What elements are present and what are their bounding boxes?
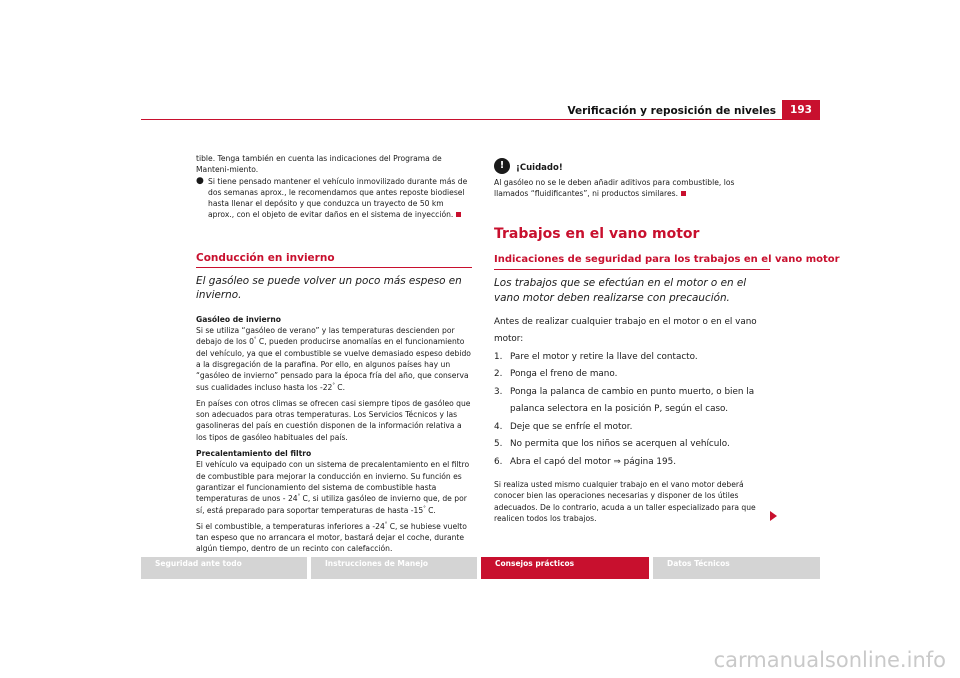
paragraph-filter-preheating: El vehículo va equipado con un sistema de precalentamiento en el filtro de combustible para mejorar la conducción en invierno. Su función es garantizar el funcionamiento del sistema de combustible hasta temperaturas de unos - 24° C, si utiliza gasóleo de invierno que, de por sí, está preparado para soportar temperaturas de hasta -15° C. — [196, 460, 470, 515]
tab-consejos[interactable]: Consejos prácticos — [481, 557, 649, 579]
steps-list — [494, 349, 770, 472]
step-number: 6. — [494, 456, 503, 467]
step-text: Ponga la palanca de cambio en punto muerto, o bien la palanca selectora en la posición P, según el caso. — [510, 386, 755, 415]
step-text: No permita que los niños se acerquen al vehículo. — [510, 439, 730, 450]
step-number: 1. — [494, 351, 503, 362]
caution-text: Al gasóleo no se le deben añadir aditivos para combustible, los llamados “fluidificantes”, ni productos similares. — [494, 178, 735, 199]
chapter-title: Trabajos en el vano motor — [494, 225, 700, 242]
bullet-text: Si tiene pensado mantener el vehículo inmovilizado durante más de dos semanas aprox., le recomendamos que antes reposte biodiesel hasta llenar el depósito y que conduzca un trayecto de 50 km aprox., con el objeto de evitar daños en el sistema de inyección. — [208, 176, 468, 220]
tab-datos[interactable]: Datos Técnicos — [653, 557, 820, 579]
bullet-dot-icon: ● — [196, 175, 204, 186]
caution-header — [494, 158, 770, 174]
paragraph-other-climates: En países con otros climas se ofrecen casi siempre tipos de gasóleo que son adecuados para otras temperaturas. Los Servicios Técnicos y las gasolineras del país en cuestión disponen de la información relativa a los tipos de gasóleo habituales del país. — [196, 398, 471, 442]
step-item — [494, 384, 770, 419]
section-intro-winter: El gasóleo se puede volver un poco más espeso en invierno. — [196, 274, 462, 301]
watermark: carmanualsonline.info — [713, 648, 946, 672]
step-number: 3. — [494, 386, 503, 397]
step-text: Pare el motor y retire la llave del contacto. — [510, 351, 698, 362]
warning-icon: ! — [494, 158, 510, 174]
section-title-safety: Indicaciones de seguridad para los trabajos en el vano motor — [494, 253, 770, 270]
step-text: Deje que se enfríe el motor. — [510, 421, 633, 432]
paragraph-thick-fuel: Si el combustible, a temperaturas inferiores a -24° C, se hubiese vuelto tan espeso que no arrancara el motor, bastará dejar el coche, durante algún tiempo, dentro de un recinto con calefacción. — [196, 521, 467, 554]
subheading-winter-diesel: Gasóleo de invierno — [196, 314, 282, 324]
step-item — [494, 436, 770, 454]
steps-lead: Antes de realizar cualquier trabajo en el motor o en el vano motor: — [494, 316, 757, 345]
bullet-item — [196, 176, 472, 221]
step-item — [494, 454, 770, 472]
page-header-title: Verificación y reposición de niveles — [567, 105, 776, 117]
next-page-arrow-icon — [770, 511, 777, 521]
step-text[interactable]: Abra el capó del motor ⇒ página 195. — [510, 456, 676, 467]
section-intro-safety: Los trabajos que se efectúan en el motor o en el vano motor deben realizarse con precaución. — [494, 276, 747, 304]
step-item — [494, 419, 770, 437]
step-number: 5. — [494, 439, 503, 450]
subheading-filter-preheating: Precalentamiento del filtro — [196, 449, 312, 459]
tab-instrucciones[interactable]: Instrucciones de Manejo — [311, 557, 477, 579]
paragraph-winter-diesel: Si se utiliza “gasóleo de verano” y las temperaturas descienden por debajo de los 0° C, pueden producirse anomalías en el funcionamiento del vehículo, ya que el combustible se vuelve demasiado espeso debido a la disgregación de la parafina. Por ello, en algunos países hay un “gasóleo de invierno” pensado para la época fría del año, que conserva sus cualidades incluso hasta los -22° C. — [196, 326, 471, 392]
left-column — [196, 153, 472, 555]
note-paragraph: Si realiza usted mismo cualquier trabajo en el vano motor deberá conocer bien las operaciones necesarias y disponer de los útiles adecuados. De lo contrario, acuda a un taller especializado para que realicen todos los trabajos. — [494, 480, 756, 523]
continued-paragraph: tible. Tenga también en cuenta las indicaciones del Programa de Manteni-miento. — [196, 154, 442, 175]
header-rule — [141, 119, 820, 120]
caution-title: ¡Cuidado! — [516, 162, 563, 173]
end-mark-icon — [681, 191, 686, 196]
end-mark-icon — [456, 212, 461, 217]
step-text: Ponga el freno de mano. — [510, 369, 618, 380]
page-number: 193 — [782, 100, 820, 119]
step-item — [494, 366, 770, 384]
step-number: 2. — [494, 369, 503, 380]
step-item — [494, 349, 770, 367]
step-number: 4. — [494, 421, 503, 432]
tab-seguridad[interactable]: Seguridad ante todo — [141, 557, 307, 579]
section-title-winter: Conducción en invierno — [196, 251, 472, 268]
right-column — [494, 158, 840, 524]
